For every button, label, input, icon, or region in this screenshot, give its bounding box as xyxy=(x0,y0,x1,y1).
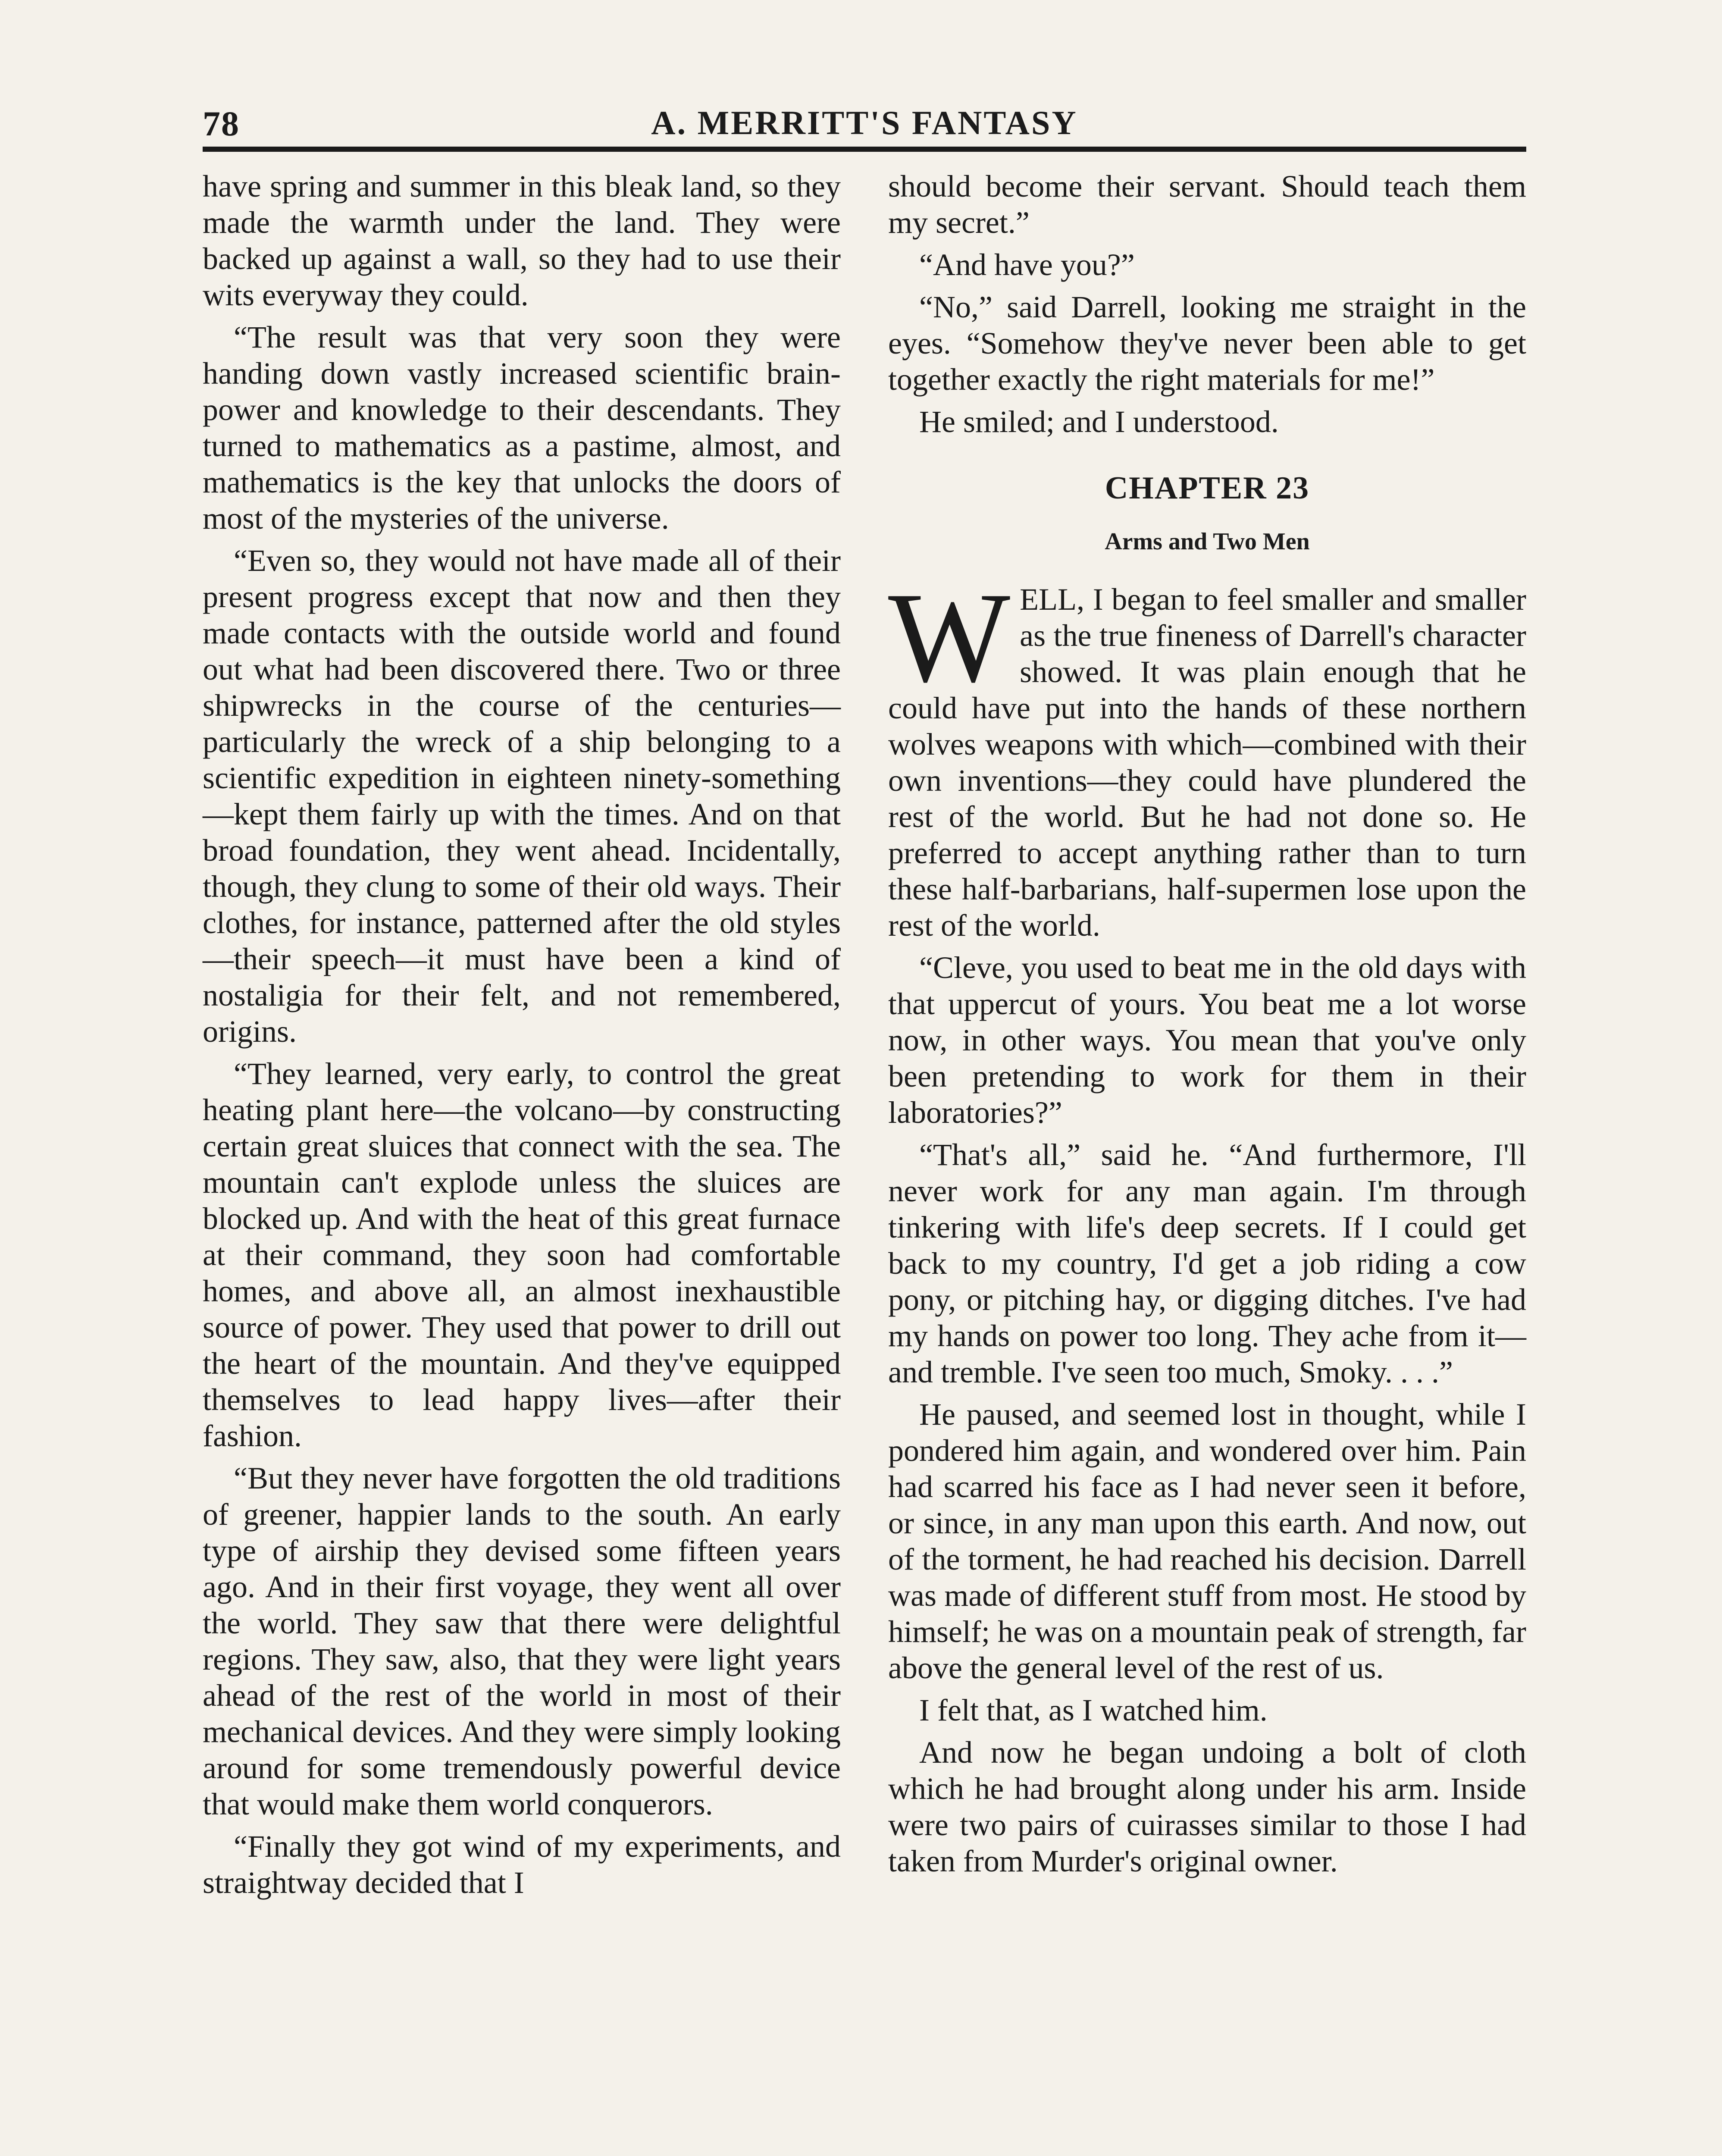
paragraph: He paused, and seemed lost in thought, while I pondered him again, and wondered over him. Pain had scarred his face as I had never seen it before, or since, in any man upon this earth. And now, out of the torment, he had reached his decision. Darrell was made of different stuff from most. He stood by himself; he was on a mountain peak of strength, far above the general level of the rest of us. xyxy=(888,1397,1526,1685)
paragraph: “Finally they got wind of my experiments, and straightway decided that I xyxy=(203,1829,841,1900)
chapter-heading: CHAPTER 23 xyxy=(1105,470,1310,506)
page-number: 78 xyxy=(203,104,240,143)
paragraph: “Cleve, you used to beat me in the old days with that uppercut of yours. You beat me a lot worse now, in other ways. You mean that you've only been pretending to work for them in their laboratories?” xyxy=(888,950,1526,1130)
opening-paragraph-text: ELL, I began to feel smaller and smaller as the true fineness of Darrell's character showed. It was plain enough that he could have put into the hands of these northern wolves weapons with which—combined with their own inventions—they could have plundered the rest of the world. But he had not done so. He preferred to accept anything rather than to turn these half-barbarians, half-supermen lose upon the rest of the world. xyxy=(888,582,1526,943)
paragraph: have spring and summer in this bleak land, so they made the warmth under the land. They were backed up against a wall, so they had to use their wits everyway they could. xyxy=(203,169,841,312)
chapter-subtitle: Arms and Two Men xyxy=(1105,528,1310,555)
paragraph: “And have you?” xyxy=(919,248,1135,282)
paragraph: “No,” said Darrell, looking me straight in the eyes. “Somehow they've never been able to get together exactly the right materials for me!” xyxy=(888,290,1526,397)
header-rule xyxy=(203,147,1526,152)
paragraph: “Even so, they would not have made all of their present progress except that now and then they made contacts with the outside world and found out what had been discovered there. Two or three shipwrecks in the course of the centuries—particularly the wreck of a ship belonging to a scientific expedition in eighteen ninety-something—kept them fairly up with the times. And on that broad foundation, they went ahead. Incidentally, though, they clung to some of their old ways. Their clothes, for instance, patterned after the old styles—their speech—it must have been a kind of nostaligia for their felt, and not remembered, origins. xyxy=(203,543,841,1049)
paragraph: He smiled; and I understood. xyxy=(919,404,1279,439)
page-header xyxy=(203,99,1526,151)
paragraph: “But they never have forgotten the old traditions of greener, happier lands to the south. An early type of airship they devised some fifteen years ago. And in their first voyage, they went all over the world. They saw that there were delightful regions. They saw, also, that they were light years ahead of the rest of the world in most of their mechanical devices. And they were simply looking around for some tremendously powerful device that would make them world conquerors. xyxy=(203,1461,841,1821)
running-title: A. MERRITT'S FANTASY xyxy=(651,104,1078,141)
left-column xyxy=(203,168,841,1907)
paragraph: “They learned, very early, to control the great heating plant here—the volcano—by constructing certain great sluices that connect with the sea. The mountain can't explode unless the sluices are blocked up. And with the heat of this great furnace at their command, they soon had comfortable homes, and above all, an almost inexhaustible source of power. They used that power to drill out the heart of the mountain. And they've equipped themselves to lead happy lives—after their fashion. xyxy=(203,1056,841,1453)
paragraph: And now he began undoing a bolt of cloth which he had brought along under his arm. Inside were two pairs of cuirasses similar to those I had taken from Murder's original owner. xyxy=(888,1735,1526,1878)
paragraph: “The result was that very soon they were handing down vastly increased scientific brain-power and knowledge to their descendants. They turned to mathematics as a pastime, almost, and mathematics is the key that unlocks the doors of most of the mysteries of the universe. xyxy=(203,320,841,536)
opening-paragraph xyxy=(888,566,1526,943)
paragraph: should become their servant. Should teach them my secret.” xyxy=(888,169,1526,240)
paragraph: I felt that, as I watched him. xyxy=(919,1693,1268,1727)
drop-cap: W xyxy=(888,566,1011,709)
right-column xyxy=(888,168,1526,1885)
paragraph: “That's all,” said he. “And furthermore, I'll never work for any man again. I'm through tinkering with life's deep secrets. If I could get back to my country, I'd get a job riding a cow pony, or pitching hay, or digging ditches. I've had my hands on power too long. They ache from it—and tremble. I've seen too much, Smoky. . . .” xyxy=(888,1138,1526,1389)
